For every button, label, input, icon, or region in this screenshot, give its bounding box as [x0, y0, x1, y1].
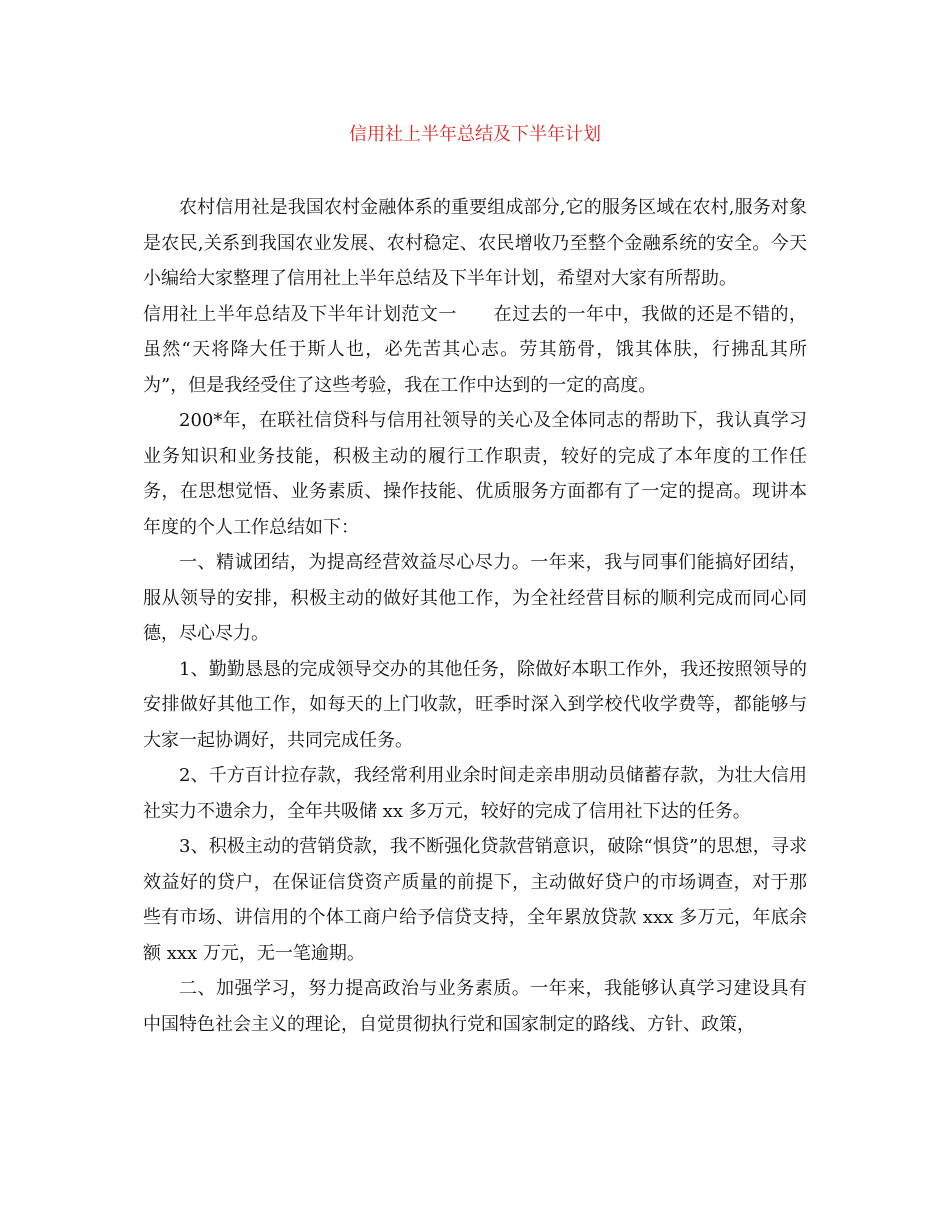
- paragraph-item-one: 1、勤勤恳恳的完成领导交办的其他任务，除做好本职工作外，我还按照领导的安排做好其他工作，如每天的上门收款，旺季时深入到学校代收学费等，都能够与大家一起协调好，共同完成任务。: [143, 658, 807, 751]
- document-body: [143, 190, 807, 1042]
- paragraph-item-two: 2、千方百计拉存款，我经常利用业余时间走亲串朋动员储蓄存款，为壮大信用社实力不遗余力，全年共吸储 xx 多万元，较好的完成了信用社下达的任务。: [143, 765, 807, 822]
- paragraph-year-summary: 200*年，在联社信贷科与信用社领导的关心及全体同志的帮助下，我认真学习业务知识和业务技能，积极主动的履行工作职责，较好的完成了本年度的工作任务，在思想觉悟、业务素质、操作技能、优质服务方面都有了一定的提高。现讲本年度的个人工作总结如下：: [143, 410, 807, 538]
- paragraph-item-three: 3、积极主动的营销贷款，我不断强化贷款营销意识，破除“惧贷”的思想，寻求效益好的贷户，在保证信贷资产质量的前提下，主动做好贷户的市场调查，对于那些有市场、讲信用的个体工商户给予信贷支持，全年累放贷款 xxx 多万元，年底余额 xxx 万元，无一笔逾期。: [143, 836, 807, 964]
- paragraph-sample-heading: 信用社上半年总结及下半年计划范文一 在过去的一年中，我做的还是不错的，虽然“天将降大任于斯人也，必先苦其心志。劳其筋骨，饿其体肤，行拂乱其所为”，但是我经受住了这些考验，我在工作中达到的一定的高度。: [143, 303, 807, 396]
- paragraph-intro: 农村信用社是我国农村金融体系的重要组成部分,它的服务区域在农村,服务对象是农民,关系到我国农业发展、农村稳定、农民增收乃至整个金融系统的安全。今天小编给大家整理了信用社上半年总结及下半年计划，希望对大家有所帮助。: [143, 197, 807, 289]
- paragraph-section-two: 二、加强学习，努力提高政治与业务素质。一年来，我能够认真学习建设具有中国特色社会主义的理论，自觉贯彻执行党和国家制定的路线、方针、政策，: [143, 978, 807, 1035]
- document-title: 信用社上半年总结及下半年计划: [349, 124, 601, 145]
- paragraph-section-one: 一、精诚团结，为提高经营效益尽心尽力。一年来，我与同事们能搞好团结，服从领导的安排，积极主动的做好其他工作，为全社经营目标的顺利完成而同心同德，尽心尽力。: [143, 552, 807, 644]
